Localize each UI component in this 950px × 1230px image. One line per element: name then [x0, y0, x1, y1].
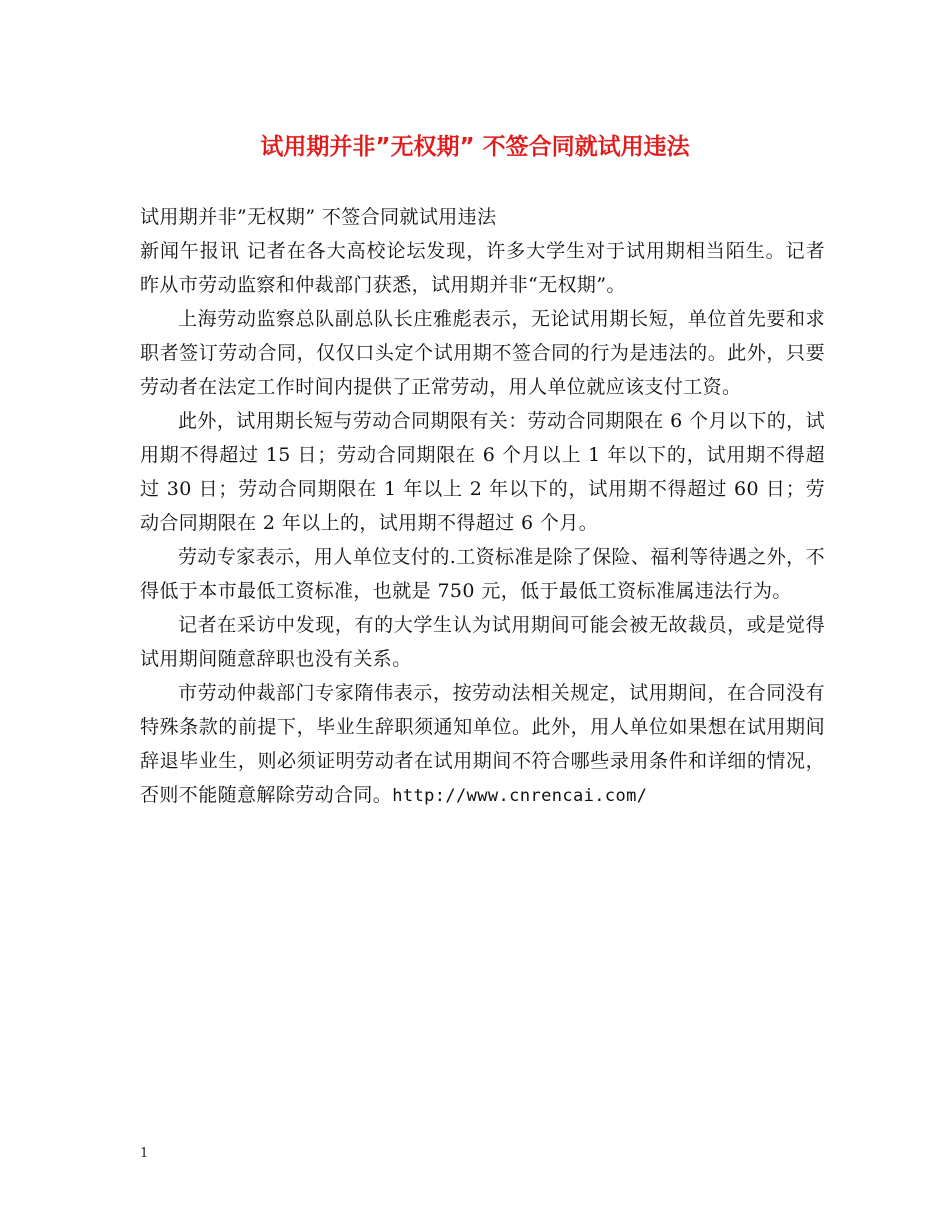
- paragraph: 上海劳动监察总队副总队长庄雅彪表示，无论试用期长短，单位首先要和求职者签订劳动合同，仅仅口头定个试用期不签合同的行为是违法的。此外，只要劳动者在法定工作时间内提供了正常劳动，用人单位就应该支付工资。: [140, 308, 825, 398]
- paragraph: 劳动专家表示，用人单位支付的.工资标准是除了保险、福利等待遇之外，不得低于本市最低工资标准，也就是 750 元，低于最低工资标准属违法行为。: [140, 546, 825, 602]
- paragraph-lead: 新闻午报讯 记者在各大高校论坛发现，许多大学生对于试用期相当陌生。记者昨从市劳动监察和仲裁部门获悉，试用期并非“无权期”。: [140, 240, 825, 296]
- source-url-link[interactable]: http://www.cnrencai.com/: [392, 786, 648, 806]
- paragraph: 记者在采访中发现，有的大学生认为试用期间可能会被无故裁员，或是觉得试用期间随意辞职也没有关系。: [140, 614, 825, 670]
- paragraph-last: [140, 676, 825, 813]
- document-body: [140, 200, 825, 813]
- paragraph-text: 市劳动仲裁部门专家隋伟表示，按劳动法相关规定，试用期间，在合同没有特殊条款的前提下，毕业生辞职须通知单位。此外，用人单位如果想在试用期间辞退毕业生，则必须证明劳动者在试用期间不符合哪些录用条件和详细的情况，否则不能随意解除劳动合同。: [140, 682, 825, 806]
- paragraph: 此外，试用期长短与劳动合同期限有关：劳动合同期限在 6 个月以下的，试用期不得超过 15 日；劳动合同期限在 6 个月以上 1 年以下的，试用期不得超过 30 日；劳动合同期限在 1 年以上 2 年以下的，试用期不得超过 60 日；劳动合同期限在 2 年以上的，试用期不得超过 6 个月。: [140, 410, 825, 534]
- document-title: 试用期并非”无权期” 不签合同就试用违法: [260, 134, 690, 160]
- page-number: 1: [140, 1146, 149, 1161]
- subtitle-line: 试用期并非”无权期” 不签合同就试用违法: [140, 206, 497, 228]
